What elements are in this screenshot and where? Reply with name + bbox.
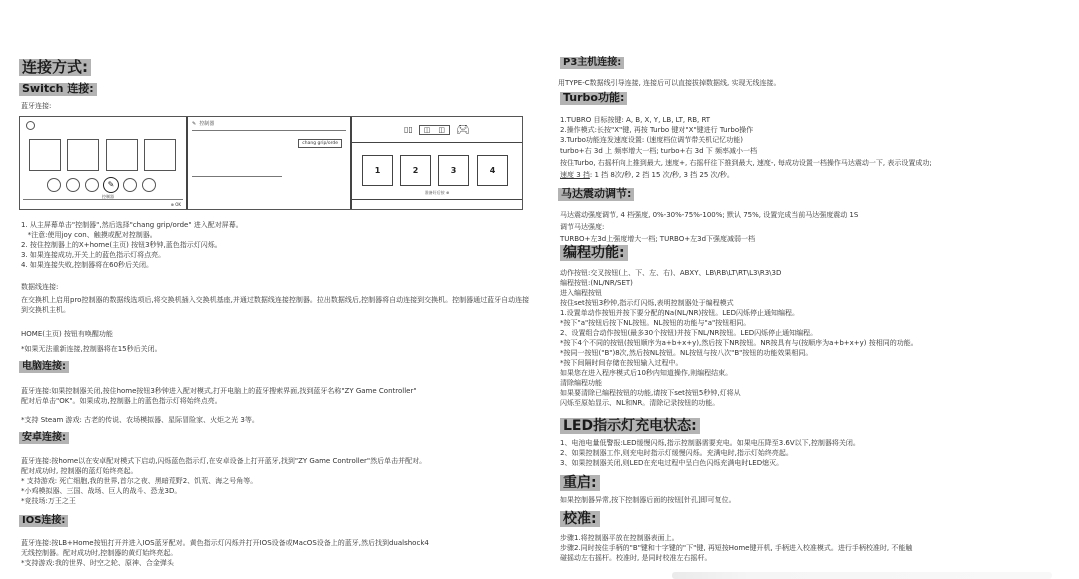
programming-line: 如果您在进入程序模式后10秒内知道操作,则编程结束。 [560, 369, 733, 377]
programming-text [560, 268, 918, 408]
step-line: *注意:使用joy con、触摸或配对控制器。 [21, 231, 157, 239]
heading-turbo: Turbo功能: [560, 92, 627, 105]
android-line: 配对成功时, 控制器的蓝灯始终亮起。 [21, 467, 138, 475]
reconnect-note: *如果无法重新连接,控制器将在15秒后关闭。 [21, 345, 162, 353]
motor-text [560, 210, 858, 244]
controller-caption: 控制器 [102, 194, 114, 199]
controller-types-row [352, 117, 522, 143]
menu-circle-icon [47, 178, 61, 192]
menu-circle-icon [142, 178, 156, 192]
android-line: * 支持游戏: 死亡细胞,我的世界,首尔之夜、黑暗荒野2、饥荒、海之号角等。 [21, 477, 258, 485]
player-slot: 1 [362, 155, 393, 186]
step-line: 3. 如果连接成功,开关上的蓝色指示灯将点亮。 [21, 251, 166, 259]
menu-circle-icon [85, 178, 99, 192]
heading-ios: IOS连接: [19, 515, 68, 527]
joycon-options-bubble [419, 125, 450, 135]
section-title-connection: 连接方式: [19, 59, 91, 76]
game-tile [67, 139, 99, 171]
switch-steps [21, 220, 243, 270]
gamepad-icon: 🎮︎ [456, 123, 471, 136]
programming-line: *按同一按钮("B")8次,然后按NL按钮。NL按钮与按八次"B"按钮的功能效果相同。 [560, 349, 813, 357]
divider [192, 130, 346, 131]
controller-icon: ✎ [103, 177, 119, 193]
controller-icon: ✎ [192, 120, 197, 127]
motor-line: TURBO+左3d上强度增大一档; TURBO+左3d下强度减弱一档 [560, 235, 756, 243]
turbo-line: 按住Turbo, 右摇杆向上推到最大, 速度+, 右摇杆往下推到最大, 速度-, 每成功设置一档操作马达震动一下, 表示设置成功; [560, 159, 932, 167]
led-line: 2、如果控制器工作,则充电时指示灯缓慢闪烁。充满电时,指示灯始终亮起。 [560, 449, 793, 457]
speed-prefix: 速度 3 挡 [560, 171, 590, 179]
heading-p3: P3主机连接: [560, 57, 624, 69]
menu-circle-icon [123, 178, 137, 192]
programming-line: 进入编程按钮 [560, 289, 602, 297]
led-text [560, 438, 860, 468]
programming-line: 清除编程功能 [560, 379, 602, 387]
programming-line: 动作按钮:交叉按钮(上、下、左、右)、ABXY、LB\RB\LT\RT\L3\R3\3D [560, 269, 782, 277]
ok-hint: ⊕ OK [170, 202, 181, 207]
heading-led: LED指示灯充电状态: [560, 418, 700, 434]
turbo-line: 1.TUBRO 目标按键: A, B, X, Y, LB, LT, RB, RT [560, 116, 711, 124]
calibration-line: 碰摇动左右摇杆。校准时, 是同时校准左右摇杆。 [560, 554, 712, 562]
change-grip-order-button: chang grip/orde [298, 139, 342, 148]
ios-line: 蓝牙连接:按LB+Home按钮打开并进入IOS蓝牙配对。黄色指示灯闪烁并打开IOS设备或MacOS设备上的蓝牙,然后找到dualshock4 [21, 539, 429, 547]
diagram-pairing-screen [352, 117, 522, 209]
faded-footer-text [672, 572, 1052, 579]
heading-programming: 编程功能: [560, 245, 628, 261]
cable-text: 在交换机上启用pro控制器的数据线选项后,将交换机插入交换机基座,并通过数据线连接控制器。拉出数据线后,控制器将自动连接到交换机。控制器通过蓝牙自动连接到交换机主机。 [21, 296, 530, 314]
pc-text [21, 386, 417, 406]
home-note: HOME(主页) 按钮有唤醒功能 [21, 330, 113, 338]
led-line: 1、电池电量低警报:LED缓慢闪烁,指示控制器需要充电。如果电压降至3.6V以下,控制器将关闭。 [560, 439, 860, 447]
game-tile [29, 139, 61, 171]
heading-android: 安卓连接: [19, 432, 69, 444]
heading-calibration: 校准: [560, 511, 600, 527]
joycon-horizontal-icon: ◫ [423, 125, 431, 134]
controller-menu-header [192, 120, 214, 127]
programming-line: 编程按钮:(NL/NR/SET) [560, 279, 633, 287]
android-line: 蓝牙连接:按home以在安卓配对模式下启动,闪烁蓝色指示灯,在安卓设备上打开蓝牙,找到"ZY Game Controller"然后单击并配对。 [21, 457, 427, 465]
turbo-text [560, 115, 932, 180]
ios-line: 无线控制器。配对成功时,控制器的黄灯始终亮起。 [21, 549, 178, 557]
controller-menu-label: 控制器 [199, 121, 215, 127]
switch-pairing-diagram [19, 116, 523, 210]
diagram-home-screen [20, 117, 188, 209]
heading-reset: 重启: [560, 475, 600, 491]
step-line: 2. 按住控制器上的X+home(主页) 按钮3秒钟,蓝色指示灯闪烁。 [21, 241, 222, 249]
divider [192, 176, 282, 177]
calibration-line: 步骤1.将控制器平放在控制器表面上。 [560, 534, 679, 542]
speed-values: : 1 挡 8次/秒, 2 挡 15 次/秒, 3 挡 25 次/秒。 [589, 171, 734, 179]
calibration-text [560, 533, 912, 563]
heading-pc: 电脑连接: [19, 361, 69, 373]
turbo-line: 2.操作模式:长按"X"键, 再按 Turbo 键对"X"键进行 Turbo操作 [560, 126, 754, 134]
joycon-horizontal-icon: ◫ [438, 125, 446, 134]
divider [352, 199, 522, 200]
motor-line: 马达震动强度调节, 4 档强度, 0%-30%-75%-100%; 默认 75%, 设置完成当前马达强度震动 1S [560, 211, 859, 219]
led-line: 3、如果控制器关闭,则LED在充电过程中呈白色闪烁充满电时LED熄灭。 [560, 459, 784, 467]
heading-switch: Switch 连接: [19, 83, 97, 96]
pc-line: 蓝牙连接:如果控制器关闭,按住home按钮3秒钟进入配对模式,打开电脑上的蓝牙搜索界面,找到蓝牙名称"ZY Game Controller" [21, 387, 417, 395]
android-text [21, 456, 426, 506]
turbo-speed-line [560, 170, 932, 180]
programming-line: *按下4个不同的按钮(按钮顺序为a+b+x+y),然后按下NR按钮。NR按具有与(按顺序为a+b+x+y) 按相同的功能。 [560, 339, 918, 347]
player-slot: 4 [477, 155, 508, 186]
reset-text: 如果控制器异常,按下控制器后面的按钮[针孔]即可复位。 [560, 496, 736, 504]
pc-line: 配对后单击"OK"。如果成功,控制器上的蓝色指示灯将始终点亮。 [21, 397, 222, 405]
menu-circle-icon [66, 178, 80, 192]
programming-line: 2、设置组合动作按钮(最多30个按钮)并按下NL/NR按钮。LED闪烁停止通知编程。 [560, 329, 818, 337]
joycon-pair-icon: ▯▯ [403, 125, 413, 134]
step-line: 4. 如果连接失败,控制器将在60秒后关闭。 [21, 261, 154, 269]
ios-text [21, 538, 429, 568]
programming-line: *按下"a"按钮后按下NL按钮。NL按钮的功能与"a"按钮相同。 [560, 319, 751, 327]
android-line: *小鸡模拟器、三国、战场、巨人的战斗、恐龙3D。 [21, 487, 182, 495]
programming-line: 按住set按钮3秒钟,指示灯闪烁,表明控制器处于编程模式 [560, 299, 734, 307]
ios-line: *支持游戏:我的世界、时空之轮、原神、合金弹头 [21, 559, 174, 567]
divider [23, 199, 183, 200]
p3-text: 用TYPE-C数据线引导连接, 连接后可以直接拔掉数据线, 实现无线连接。 [558, 79, 781, 87]
programming-line: 1.设置单动作按钮并按下要分配的Na(NL/NR)按钮。LED闪烁停止通知编程。 [560, 309, 799, 317]
step-line: 1. 从主屏幕单击"控制器",然后选择"chang grip/orde" 进入配对屏幕。 [21, 221, 243, 229]
android-line: *竞技场:万王之王 [21, 497, 76, 505]
motor-line: 调节马达强度: [560, 223, 605, 231]
user-circle-icon [26, 121, 35, 130]
programming-line: 闪烁至原始显示、NL和NR。清除记录按钮的功能。 [560, 399, 720, 407]
player-slot: 3 [438, 155, 469, 186]
steam-note: *支持 Steam 游戏: 古老的传说、农场模拟器、星际冒险家、火炬之光 3等。 [21, 416, 259, 424]
diagram-controller-menu [188, 117, 352, 209]
bluetooth-label: 蓝牙连接: [21, 102, 52, 110]
ready-caption: 准备好后按 ⊕ [424, 190, 450, 195]
heading-motor: 马达震动调节: [558, 188, 634, 201]
turbo-line: 3.Turbo功能连发速度设置: (速度档位调节带关机记忆功能) [560, 136, 743, 144]
programming-line: *按下间隔时间存储在按钮输入过程中。 [560, 359, 683, 367]
programming-line: 如果要清除已编程按钮的功能,请按下set按钮5秒钟,灯将从 [560, 389, 741, 397]
calibration-line: 步骤2.同时按住手柄的"B"键和十字键的"下"键, 再短按Home键开机, 手柄进入校准模式。进行手柄校准时, 不能触 [560, 544, 913, 552]
game-tile [106, 139, 138, 171]
cable-label: 数据线连接: [21, 283, 59, 291]
game-tile [144, 139, 176, 171]
player-slot: 2 [400, 155, 431, 186]
turbo-line: turbo+右 3d 上 频率增大一档; turbo+右 3d 下 频率减小一档 [560, 147, 758, 155]
